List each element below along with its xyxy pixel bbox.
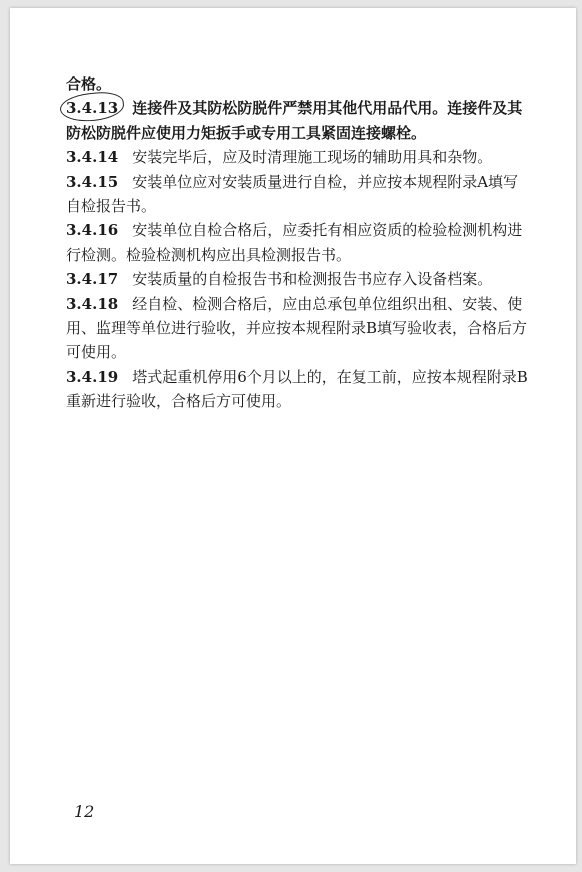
clause-3-4-18 bbox=[66, 292, 532, 365]
clause-text: 经自检、检测合格后，应由总承包单位组织出租、安装、使用、监理等单位进行验收，并应按本规程附录B填写验收表，合格后方可使用。 bbox=[66, 294, 528, 362]
clause-number: 3.4.18 bbox=[66, 294, 119, 313]
clause-3-4-13 bbox=[66, 96, 532, 145]
clause-number: 3.4.17 bbox=[66, 270, 119, 289]
clause-3-4-17 bbox=[66, 267, 532, 291]
clause-text: 连接件及其防松防脱件严禁用其他代用品代用。连接件及其防松防脱件应使用力矩扳手或专用工具紧固连接螺栓。 bbox=[66, 99, 523, 142]
clause-text: 安装质量的自检报告书和检测报告书应存入设备档案。 bbox=[132, 270, 493, 289]
clause-number: 3.4.13 bbox=[66, 99, 119, 118]
page-number: 12 bbox=[74, 802, 95, 821]
clause-3-4-19 bbox=[66, 365, 532, 414]
clause-3-4-15 bbox=[66, 170, 532, 219]
clause-text: 安装单位自检合格后，应委托有相应资质的检验检测机构进行检测。检验检测机构应出具检测报告书。 bbox=[66, 221, 523, 264]
clause-number: 3.4.16 bbox=[66, 221, 119, 240]
clause-number: 3.4.15 bbox=[66, 172, 119, 191]
clause-text: 安装单位应对安装质量进行自检，并应按本规程附录A填写自检报告书。 bbox=[66, 172, 519, 216]
continuation-line: 合格。 bbox=[66, 75, 112, 93]
document-page bbox=[10, 8, 576, 864]
clause-text: 塔式起重机停用6个月以上的，在复工前，应按本规程附录B重新进行验收，合格后方可使用。 bbox=[66, 367, 528, 411]
clause-number: 3.4.19 bbox=[66, 367, 119, 386]
body-text bbox=[66, 72, 532, 414]
clause-3-4-16 bbox=[66, 218, 532, 267]
clause-text: 安装完毕后，应及时清理施工现场的辅助用具和杂物。 bbox=[132, 148, 493, 167]
clause-number-circled bbox=[66, 96, 132, 120]
clause-3-4-14 bbox=[66, 145, 532, 169]
clause-number: 3.4.14 bbox=[66, 148, 119, 167]
